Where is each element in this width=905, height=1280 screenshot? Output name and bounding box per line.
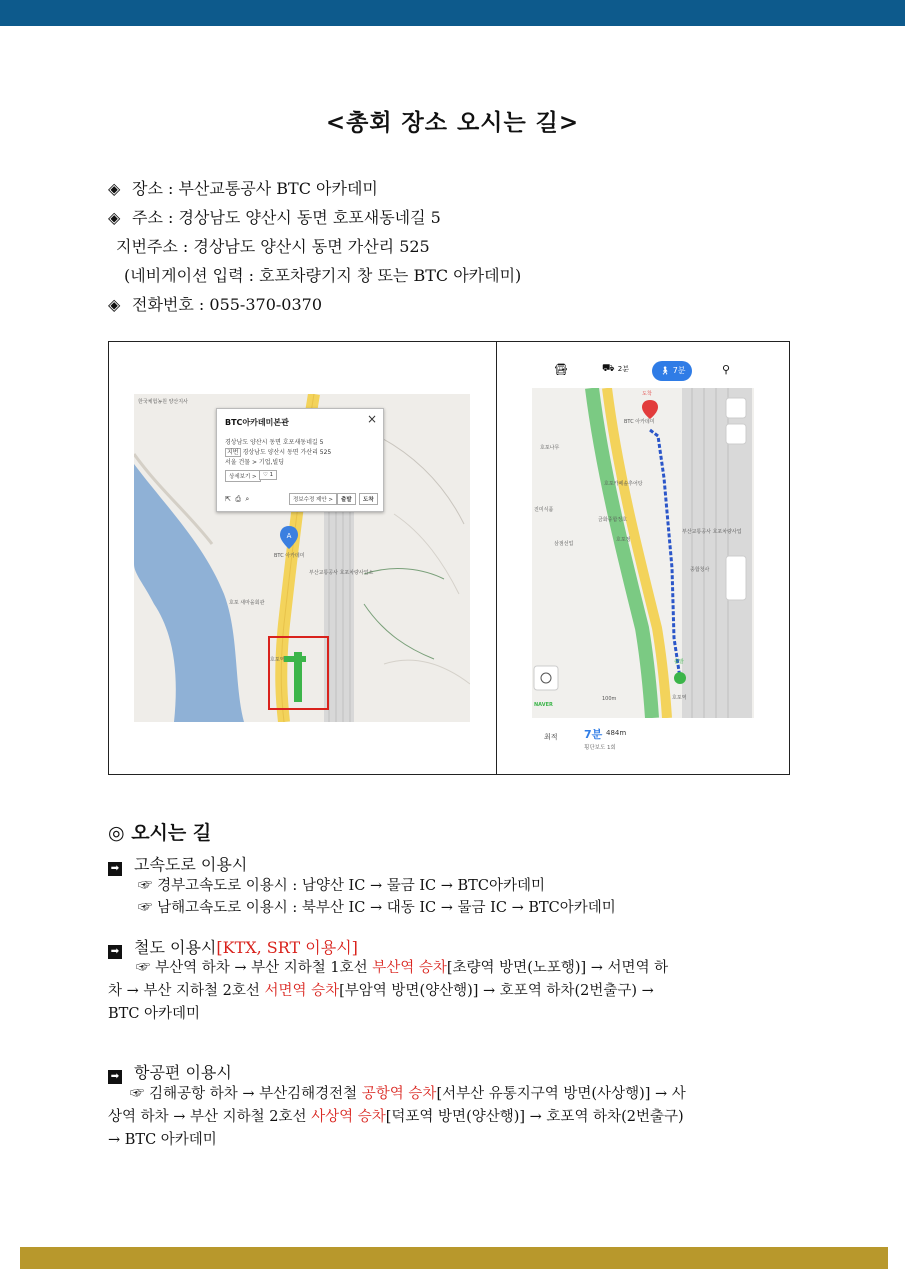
air-line-3: → BTC 아카데미: [108, 1132, 217, 1148]
svg-text:A: A: [286, 532, 292, 540]
map-label-sangseon: 삼점선업: [554, 541, 574, 547]
air-text: 상역 하차 → 부산 지하철 2호선: [108, 1109, 312, 1125]
popup-category: 서울 건물 > 기업,빌딩: [225, 459, 285, 466]
highway-line-1: ☞ 경부고속도로 이용시 : 남양산 IC → 물금 IC → BTC아카데미: [138, 878, 545, 894]
info-place: [108, 176, 378, 199]
phone-text: 전화번호 : 055-370-0370: [132, 295, 322, 314]
air-title: 항공편 이용시: [134, 1063, 232, 1082]
naver-logo: NAVER: [534, 702, 553, 708]
diamond-bullet-icon: ◈: [108, 208, 121, 227]
rail-text: ☞ 부산역 하차 → 부산 지하철 1호선: [136, 960, 373, 976]
rail-text: [부암역 방면(양산행)] → 호포역 하차(2번출구) →: [339, 983, 654, 999]
highway-line-2: ☞ 남해고속도로 이용시 : 북부산 IC → 대동 IC → 물금 IC → BTC아카데미: [138, 900, 616, 916]
rail-line-2: [108, 980, 798, 1003]
map-divider: [496, 342, 497, 774]
map-label-depot: 부산교통공사 호포차량사업소: [309, 570, 374, 576]
air-text: ☞ 김해공항 하차 → 부산김해경전철: [130, 1086, 362, 1102]
route-summary[interactable]: [532, 722, 754, 764]
air-line-1: [108, 1083, 798, 1106]
rail-text: [초량역 방면(노포행)] → 서면역 하: [446, 960, 669, 976]
map-label-depot: 부산교통공사 호포차량사업: [682, 529, 742, 535]
map-label-jinmi: 진미식품: [534, 507, 554, 513]
rail-heading: [108, 935, 358, 959]
diamond-bullet-icon: ◈: [108, 295, 121, 314]
detail-button[interactable]: 상세보기 >: [225, 470, 261, 482]
place-popup: [216, 408, 384, 512]
map-panel: [108, 341, 790, 775]
info-navigation: (네비게이션 입력 : 호포차량기지 창 또는 BTC 아카데미): [124, 266, 522, 285]
page-title: <총회 장소 오시는 길>: [325, 109, 580, 136]
air-line-2: [108, 1106, 798, 1129]
depart-button[interactable]: 출발: [337, 493, 356, 505]
lot-address: 경상남도 양산시 동면 가산리 525: [242, 449, 332, 456]
map-label-hopo: 호포정: [616, 537, 631, 543]
route-note: 횡단보도 1회: [584, 745, 616, 751]
address-text: 주소 : 경상남도 양산시 동면 호포새동네길 5: [132, 208, 441, 227]
map-scale: 100m: [602, 696, 617, 702]
top-color-band: [0, 0, 905, 26]
air-highlight: 공항역 승차: [361, 1086, 437, 1102]
walk-icon: 🚶︎: [660, 366, 671, 375]
transport-mode-bar: [532, 358, 754, 384]
walk-mode[interactable]: [660, 365, 686, 376]
car-mode[interactable]: [602, 363, 629, 376]
air-text: [서부산 유통지구역 방면(사상행)] → 사: [436, 1086, 686, 1102]
rail-line-1: [108, 957, 798, 980]
air-text: [덕포역 방면(양산행)] → 호포역 하차(2번출구): [385, 1109, 684, 1125]
popup-title: BTC아카데미본관: [225, 418, 289, 427]
map-label-hopo-station: 호포역: [270, 657, 285, 663]
map-label-btc: BTC 아카데미: [274, 553, 305, 559]
directions-heading: ◎ 오시는 길: [108, 822, 212, 844]
route-tag: 최적: [544, 733, 558, 741]
air-heading: [108, 1060, 232, 1084]
highway-heading: [108, 852, 247, 876]
bike-icon[interactable]: ⚲: [722, 363, 731, 376]
info-lot-address: 지번주소 : 경상남도 양산시 동면 가산리 525: [116, 237, 430, 256]
arrive-tag: 도착: [642, 391, 652, 397]
right-map-image: [532, 388, 754, 718]
rail-line-3: BTC 아카데미: [108, 1006, 201, 1022]
bus-icon[interactable]: 🚍︎: [554, 363, 568, 376]
info-phone: [108, 292, 322, 315]
rail-text: 차 → 부산 지하철 2호선: [108, 983, 265, 999]
air-highlight: 사상역 승차: [311, 1109, 386, 1125]
place-text: 장소 : 부산교통공사 BTC 아카데미: [132, 179, 378, 198]
diamond-bullet-icon: ◈: [108, 179, 121, 198]
share-icons[interactable]: ⇱ ⎙ ⌕: [225, 495, 250, 503]
info-address: [108, 205, 441, 228]
highway-title: 고속도로 이용시: [134, 855, 248, 874]
rail-title: 철도 이용시: [134, 938, 217, 957]
map-label-cafe: 호포카페솔추어탕: [604, 481, 643, 487]
left-map-image: [134, 394, 470, 722]
close-icon[interactable]: ×: [366, 412, 377, 426]
lot-tag: 지번: [227, 449, 239, 456]
map-label-btc: BTC 아카데미: [624, 419, 655, 425]
arrow-box-icon: ➡: [108, 945, 122, 959]
map-label-bank: 금화종합정호: [598, 517, 627, 523]
walk-time: 7분: [672, 366, 686, 375]
arrive-button[interactable]: 도착: [359, 493, 378, 505]
map-label-court: 한국체험농원 양산지사: [138, 399, 188, 405]
map-label-hoponamu: 호포나무: [540, 445, 560, 451]
popup-address: 경상남도 양산시 동면 호포새동네길 5: [225, 439, 324, 446]
rail-title-note: [KTX, SRT 이용시]: [216, 938, 358, 957]
depart-tag: 출발: [674, 659, 684, 665]
right-map-graphic: [532, 388, 754, 718]
like-button[interactable]: ♡ 1: [259, 470, 277, 480]
map-label-hopo: 호포 새마을회관: [229, 600, 265, 606]
route-time: 7분: [584, 728, 603, 741]
popup-lot-address: [225, 447, 331, 456]
car-icon: ⛟: [602, 363, 615, 374]
map-label-office: 종합청사: [690, 567, 710, 573]
car-time: 2분: [617, 365, 629, 373]
route-distance: 484m: [606, 729, 627, 737]
bottom-color-band: [20, 1247, 888, 1269]
arrow-box-icon: ➡: [108, 862, 122, 876]
edit-suggest-button[interactable]: 정보수정 제안 >: [289, 493, 337, 505]
rail-highlight: 부산역 승차: [372, 960, 447, 976]
rail-highlight: 서면역 승차: [264, 983, 340, 999]
arrow-box-icon: ➡: [108, 1070, 122, 1084]
map-label-station: 호포역: [672, 695, 687, 701]
